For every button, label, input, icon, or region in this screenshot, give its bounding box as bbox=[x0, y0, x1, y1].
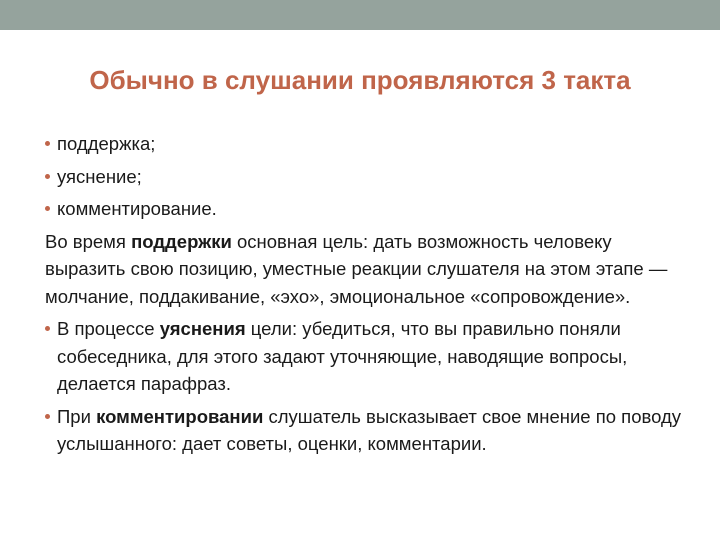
top-bar bbox=[0, 0, 720, 30]
slide-title: Обычно в слушании проявляются 3 такта bbox=[89, 65, 631, 95]
comment-pre: При bbox=[57, 405, 97, 427]
clarify-bold: уяснения bbox=[159, 318, 246, 339]
comment-post: слушатель высказывает свое мнение по поводу услышанного: дает советы, оценки, комментарии. bbox=[57, 405, 682, 454]
support-bold: поддержки bbox=[131, 230, 232, 252]
slide-content bbox=[45, 130, 695, 463]
support-paragraph bbox=[45, 228, 695, 311]
support-pre: Во время bbox=[45, 230, 132, 252]
support-post: основная цель: дать возможность человеку выразить свою позицию, уместные реакции слушателя на этом этапе — молчание, поддакивание, «эхо», эмоциональное «сопровождение». bbox=[45, 230, 668, 307]
clarify-pre: В процессе bbox=[57, 318, 160, 339]
comment-paragraph bbox=[45, 403, 695, 458]
clarify-post: цели: убедиться, что вы правильно поняли собеседника, для этого задают уточняющие, наводящие вопросы, делается парафраз. bbox=[57, 318, 628, 394]
comment-bold: комментировании bbox=[96, 405, 264, 427]
clarify-paragraph bbox=[45, 315, 695, 398]
list-item-clarify: уяснение; bbox=[45, 163, 695, 191]
list-item-support: поддержка; bbox=[45, 130, 695, 158]
list-item-comment: комментирование. bbox=[45, 195, 695, 223]
